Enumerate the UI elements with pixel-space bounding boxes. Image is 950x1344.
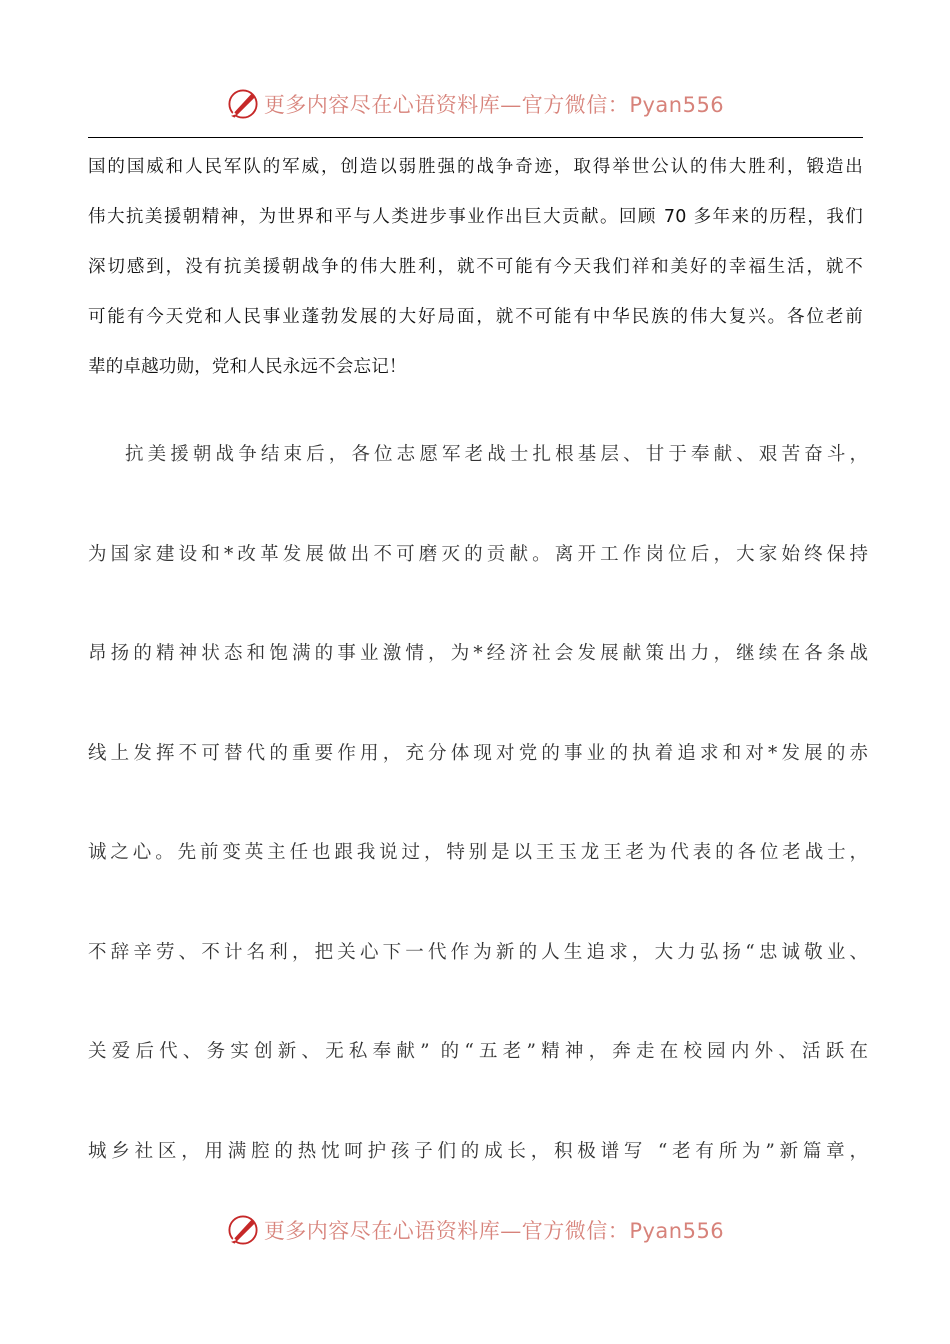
page-footer — [0, 1210, 950, 1250]
footer-watermark-id: Pyan556 — [629, 1219, 725, 1243]
paragraph-2-line: 线上发挥不可替代的重要作用，充分体现对党的事业的执着追求和对*发展的赤 — [88, 742, 868, 764]
footer-watermark — [264, 1215, 724, 1245]
header-watermark-id: Pyan556 — [629, 93, 725, 117]
pen-logo-icon — [226, 1213, 260, 1247]
paragraph-2-line: 为国家建设和*改革发展做出不可磨灭的贡献。离开工作岗位后，大家始终保持 — [88, 543, 868, 565]
paragraph-1-line: 深切感到，没有抗美援朝战争的伟大胜利，就不可能有今天我们祥和美好的幸福生活，就不 — [88, 257, 863, 277]
paragraph-2-line: 昂扬的精神状态和饱满的事业激情，为*经济社会发展献策出力，继续在各条战 — [88, 643, 868, 664]
paragraph-2 — [88, 405, 868, 1201]
paragraph-2-line: 抗美援朝战争结束后，各位志愿军老战士扎根基层、甘于奉献、艰苦奋斗， — [125, 444, 868, 465]
paragraph-2-line: 不辞辛劳、不计名利，把关心下一代作为新的人生追求，大力弘扬“忠诚敬业、 — [88, 941, 868, 963]
paragraph-1 — [88, 142, 863, 392]
paragraph-1-line: 伟大抗美援朝精神，为世界和平与人类进步事业作出巨大贡献。回顾 70 多年来的历程，我们 — [88, 207, 863, 227]
paragraph-2-line: 城乡社区，用满腔的热忱呵护孩子们的成长，积极谱写 “老有所为”新篇章， — [88, 1140, 868, 1162]
header-watermark-text: 更多内容尽在心语资料库—官方微信： — [263, 93, 630, 117]
header-watermark — [264, 89, 724, 119]
page-header — [0, 84, 950, 124]
paragraph-2-line: 诚之心。先前变英主任也跟我说过，特别是以王玉龙王老为代表的各位老战士， — [88, 842, 868, 863]
footer-watermark-text: 更多内容尽在心语资料库—官方微信： — [263, 1219, 630, 1243]
paragraph-1-line: 国的国威和人民军队的军威，创造以弱胜强的战争奇迹，取得举世公认的伟大胜利，锻造出 — [88, 157, 863, 177]
paragraph-1-line: 可能有今天党和人民事业蓬勃发展的大好局面，就不可能有中华民族的伟大复兴。各位老前 — [88, 307, 863, 327]
paragraph-2-line: 关爱后代、务实创新、无私奉献” 的“五老”精神，奔走在校园内外、活跃在 — [88, 1041, 868, 1062]
header-divider — [88, 137, 863, 138]
pen-logo-icon — [226, 87, 260, 121]
paragraph-1-line: 辈的卓越功勋，党和人民永远不会忘记！ — [88, 357, 407, 377]
